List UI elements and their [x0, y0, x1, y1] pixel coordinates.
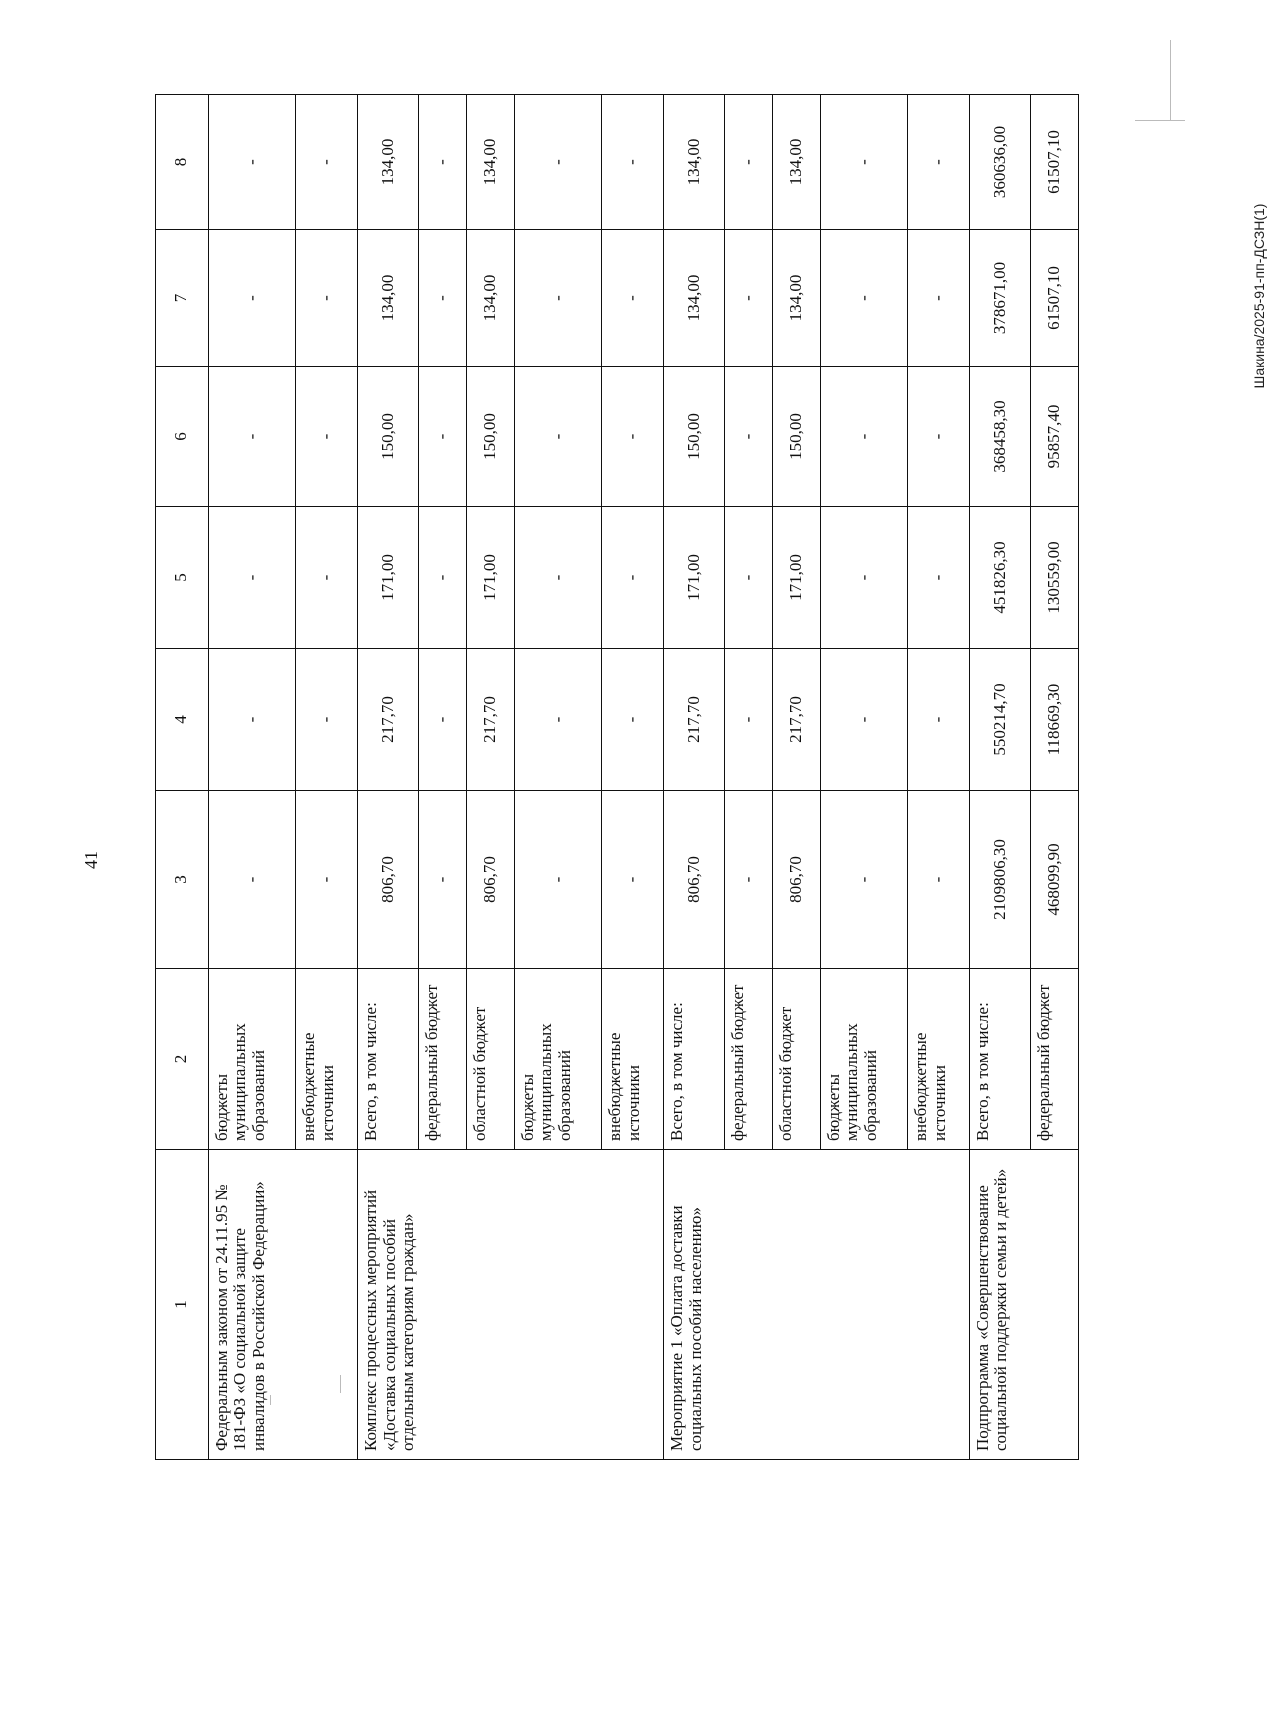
amount-cell: - [820, 95, 908, 230]
amount-cell: - [820, 507, 908, 649]
amount-cell: - [602, 649, 663, 791]
amount-cell: 134,00 [663, 230, 724, 367]
amount-cell: 118669,30 [1031, 649, 1079, 791]
amount-cell: - [419, 95, 467, 230]
amount-cell: - [514, 95, 602, 230]
amount-cell: - [296, 791, 357, 969]
amount-cell: 171,00 [466, 507, 514, 649]
funding-source: федеральный бюджет [419, 969, 467, 1150]
amount-cell: - [296, 649, 357, 791]
amount-cell: - [908, 649, 969, 791]
page-number: 41 [80, 851, 101, 869]
table-row [969, 95, 1030, 1460]
amount-cell: 61507,10 [1031, 230, 1079, 367]
row-group-label: Федеральным законом от 24.11.95 № 181-ФЗ «О социальной защите инвалидов в Российской Федерации» [208, 1150, 357, 1460]
amount-cell: - [419, 507, 467, 649]
amount-cell: 378671,00 [969, 230, 1030, 367]
amount-cell: - [820, 649, 908, 791]
amount-cell: - [908, 230, 969, 367]
amount-cell: 150,00 [772, 367, 820, 507]
amount-cell: - [820, 791, 908, 969]
funding-source: областной бюджет [466, 969, 514, 1150]
amount-cell: 550214,70 [969, 649, 1030, 791]
amount-cell: - [296, 367, 357, 507]
amount-cell: - [908, 791, 969, 969]
funding-source: внебюджетные источники [602, 969, 663, 1150]
amount-cell: - [208, 507, 296, 649]
funding-source: бюджеты муниципальных образований [208, 969, 296, 1150]
amount-cell: - [602, 95, 663, 230]
amount-cell: 806,70 [772, 791, 820, 969]
funding-source: бюджеты муниципальных образований [514, 969, 602, 1150]
amount-cell: - [725, 507, 773, 649]
funding-source: Всего, в том числе: [357, 969, 418, 1150]
amount-cell: 217,70 [466, 649, 514, 791]
funding-source: внебюджетные источники [296, 969, 357, 1150]
amount-cell: - [602, 507, 663, 649]
amount-cell: 134,00 [466, 95, 514, 230]
financing-table [155, 94, 1079, 1460]
amount-cell: 806,70 [663, 791, 724, 969]
column-header: 2 [156, 969, 209, 1150]
scan-artifact [1135, 120, 1185, 121]
column-header: 3 [156, 791, 209, 969]
table-row [208, 95, 296, 1460]
column-header: 8 [156, 95, 209, 230]
amount-cell: 806,70 [466, 791, 514, 969]
amount-cell: - [514, 230, 602, 367]
amount-cell: 368458,30 [969, 367, 1030, 507]
amount-cell: - [602, 791, 663, 969]
amount-cell: 360636,00 [969, 95, 1030, 230]
amount-cell: - [296, 230, 357, 367]
amount-cell: 806,70 [357, 791, 418, 969]
amount-cell: 217,70 [663, 649, 724, 791]
amount-cell: - [208, 791, 296, 969]
amount-cell: - [208, 95, 296, 230]
amount-cell: 217,70 [772, 649, 820, 791]
amount-cell: 134,00 [357, 95, 418, 230]
funding-source: внебюджетные источники [908, 969, 969, 1150]
funding-source: бюджеты муниципальных образований [820, 969, 908, 1150]
funding-source: федеральный бюджет [1031, 969, 1079, 1150]
amount-cell: 134,00 [466, 230, 514, 367]
funding-source: областной бюджет [772, 969, 820, 1150]
amount-cell: - [514, 367, 602, 507]
funding-source: Всего, в том числе: [663, 969, 724, 1150]
amount-cell: - [208, 367, 296, 507]
amount-cell: - [820, 230, 908, 367]
amount-cell: - [419, 649, 467, 791]
amount-cell: - [602, 230, 663, 367]
amount-cell: - [419, 791, 467, 969]
amount-cell: 2109806,30 [969, 791, 1030, 969]
row-group-label: Мероприятие 1 «Оплата доставки социальных пособий населению» [663, 1150, 969, 1460]
amount-cell: - [514, 791, 602, 969]
amount-cell: 150,00 [466, 367, 514, 507]
table-row [357, 95, 418, 1460]
amount-cell: - [602, 367, 663, 507]
amount-cell: - [908, 95, 969, 230]
amount-cell: - [725, 649, 773, 791]
header-row [156, 95, 209, 1460]
amount-cell: - [419, 230, 467, 367]
amount-cell: - [296, 95, 357, 230]
amount-cell: 171,00 [357, 507, 418, 649]
amount-cell: - [208, 649, 296, 791]
amount-cell: 171,00 [772, 507, 820, 649]
amount-cell: - [725, 95, 773, 230]
amount-cell: 130559,00 [1031, 507, 1079, 649]
amount-cell: - [514, 507, 602, 649]
column-header: 7 [156, 230, 209, 367]
amount-cell: 468099,90 [1031, 791, 1079, 969]
table-row [663, 95, 724, 1460]
column-header: 5 [156, 507, 209, 649]
funding-source: федеральный бюджет [725, 969, 773, 1150]
amount-cell: 134,00 [772, 230, 820, 367]
column-header: 6 [156, 367, 209, 507]
amount-cell: - [208, 230, 296, 367]
column-header: 4 [156, 649, 209, 791]
amount-cell: 95857,40 [1031, 367, 1079, 507]
amount-cell: - [725, 367, 773, 507]
amount-cell: - [908, 507, 969, 649]
amount-cell: - [725, 791, 773, 969]
scan-artifact [1170, 40, 1171, 120]
amount-cell: - [725, 230, 773, 367]
amount-cell: 134,00 [772, 95, 820, 230]
row-group-label: Комплекс процессных мероприятий «Доставка социальных пособий отдельным категориям граждан» [357, 1150, 663, 1460]
amount-cell: 150,00 [357, 367, 418, 507]
amount-cell: - [419, 367, 467, 507]
amount-cell: 134,00 [357, 230, 418, 367]
amount-cell: 134,00 [663, 95, 724, 230]
row-group-label: Подпрограмма «Совершенствование социальной поддержки семьи и детей» [969, 1150, 1078, 1460]
column-header: 1 [156, 1150, 209, 1460]
amount-cell: 61507,10 [1031, 95, 1079, 230]
amount-cell: 171,00 [663, 507, 724, 649]
financing-table-rotated [155, 95, 1079, 1460]
document-stamp: Шакина/2025-91-пп-ДСЗН(1) [1251, 203, 1267, 389]
amount-cell: - [908, 367, 969, 507]
amount-cell: 217,70 [357, 649, 418, 791]
amount-cell: - [296, 507, 357, 649]
amount-cell: - [514, 649, 602, 791]
funding-source: Всего, в том числе: [969, 969, 1030, 1150]
amount-cell: - [820, 367, 908, 507]
amount-cell: 150,00 [663, 367, 724, 507]
amount-cell: 451826,30 [969, 507, 1030, 649]
